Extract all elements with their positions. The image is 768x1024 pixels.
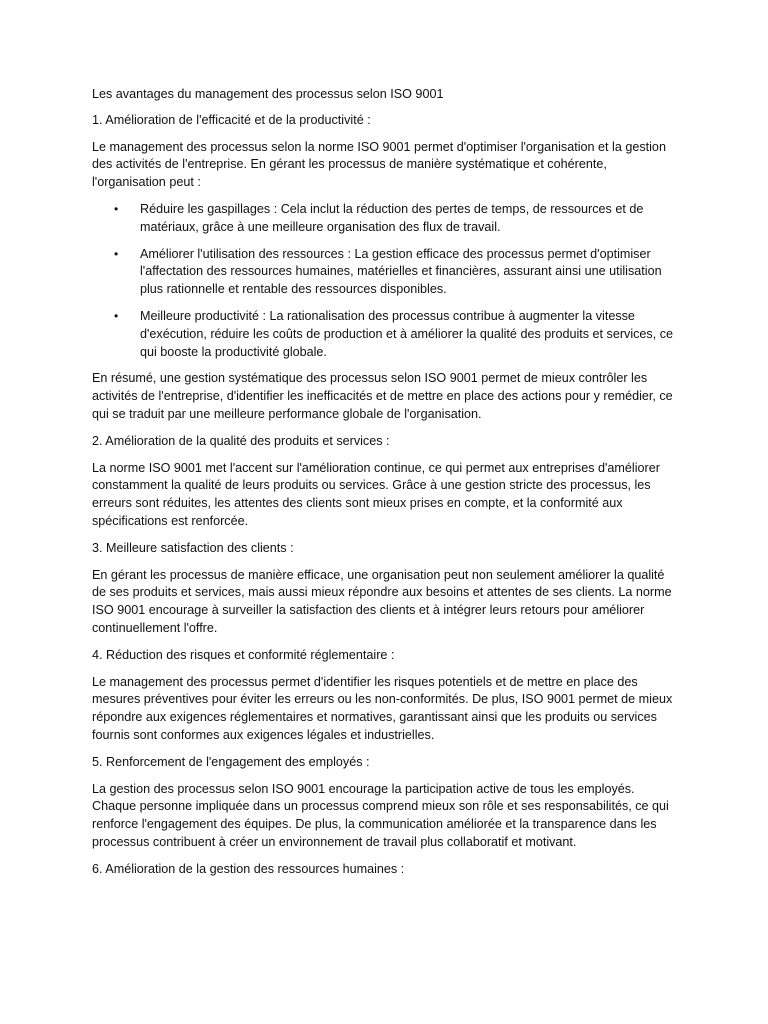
section-1-intro: Le management des processus selon la norme ISO 9001 permet d'optimiser l'organisation et la gestion des activités de l'entreprise. En gérant les processus de manière systématique et cohérente, l'organisation peut :	[92, 139, 666, 190]
section-1-bullet-list	[92, 201, 680, 361]
list-item-text: Meilleure productivité : La rationalisation des processus contribue à augmenter la vitesse d'exécution, réduire les coûts de production et à améliorer la qualité des produits et services, ce qui booste la productivité globale.	[140, 308, 674, 359]
section-4-body: Le management des processus permet d'identifier les risques potentiels et de mettre en place des mesures préventives pour éviter les erreurs ou les non-conformités. De plus, ISO 9001 permet de mieux répondre aux exigences réglementaires et normatives, garantissant ainsi que les produits ou services fournis sont conformes aux exigences légales et industrielles.	[92, 674, 673, 742]
list-item-text: Réduire les gaspillages : Cela inclut la réduction des pertes de temps, de ressources et de matériaux, grâce à une meilleure organisation des flux de travail.	[140, 201, 644, 234]
document-title: Les avantages du management des processus selon ISO 9001	[92, 87, 444, 101]
list-item	[92, 308, 680, 361]
section-4-heading: 4. Réduction des risques et conformité réglementaire :	[92, 647, 395, 662]
bullet-icon: •	[114, 308, 119, 323]
section-1-heading: 1. Amélioration de l'efficacité et de la productivité :	[92, 112, 371, 127]
bullet-icon: •	[114, 201, 119, 216]
list-item	[92, 201, 680, 237]
section-3-body: En gérant les processus de manière efficace, une organisation peut non seulement améliorer la qualité de ses produits et services, mais aussi mieux répondre aux besoins et attentes de ses clients. La norme ISO 9001 encourage à surveiller la satisfaction des clients et à intégrer leurs retours pour améliorer continuellement l'offre.	[92, 567, 672, 635]
list-item	[92, 246, 680, 299]
document-page	[92, 86, 680, 887]
section-2-body: La norme ISO 9001 met l'accent sur l'amélioration continue, ce qui permet aux entreprises d'améliorer constamment la qualité de leurs produits ou services. Grâce à une gestion stricte des processus, les erreurs sont réduites, les attentes des clients sont mieux prises en compte, et la conformité aux spécifications est renforcée.	[92, 460, 660, 528]
section-5-heading: 5. Renforcement de l'engagement des employés :	[92, 754, 370, 769]
section-6-heading: 6. Amélioration de la gestion des ressources humaines :	[92, 861, 405, 876]
bullet-icon: •	[114, 246, 119, 261]
section-5-body: La gestion des processus selon ISO 9001 encourage la participation active de tous les employés. Chaque personne impliquée dans un processus comprend mieux son rôle et ses responsabilités, ce qui renforce l'engagement des équipes. De plus, la communication améliorée et la transparence dans les processus contribuent à créer un environnement de travail plus collaboratif et motivant.	[92, 781, 669, 849]
section-1-summary: En résumé, une gestion systématique des processus selon ISO 9001 permet de mieux contrôler les activités de l'entreprise, d'identifier les inefficacités et de mettre en place des actions pour y remédier, ce qui se traduit par une meilleure performance globale de l'organisation.	[92, 371, 673, 421]
section-3-heading: 3. Meilleure satisfaction des clients :	[92, 540, 294, 555]
list-item-text: Améliorer l'utilisation des ressources : La gestion efficace des processus permet d'optimiser l'affectation des ressources humaines, matérielles et financières, assurant ainsi une utilisation plus rationnelle et rentable des ressources disponibles.	[140, 246, 662, 297]
section-2-heading: 2. Amélioration de la qualité des produits et services :	[92, 433, 390, 448]
